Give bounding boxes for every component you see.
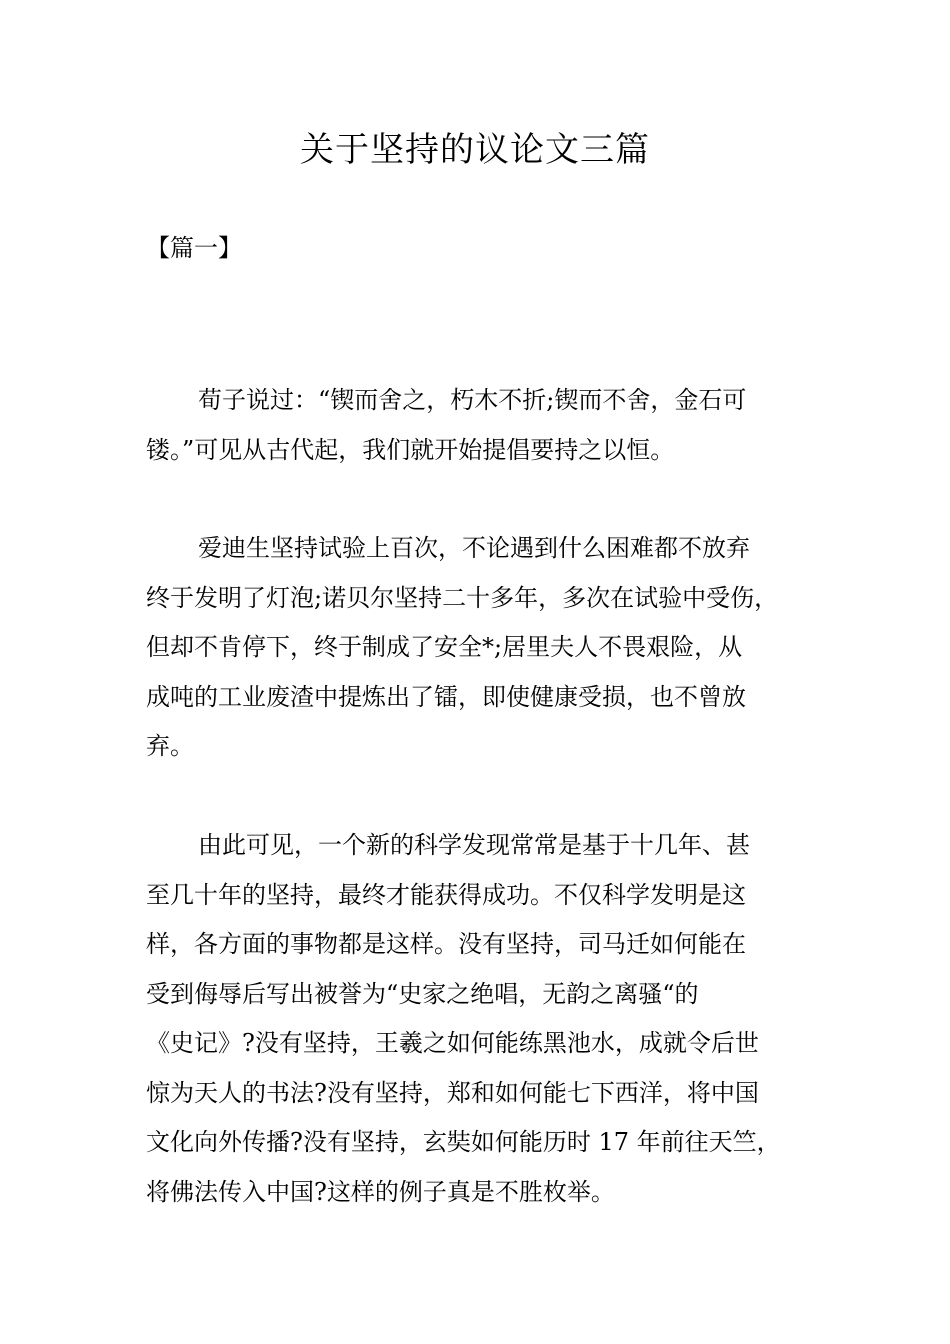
paragraph-line: 至几十年的坚持，最终才能获得成功。不仅科学发明是这 [146, 880, 746, 909]
paragraph-line: 但却不肯停下，终于制成了安全*;居里夫人不畏艰险，从 [146, 633, 743, 661]
paragraph-2 [146, 524, 816, 772]
paragraph-line: 弃。 [146, 732, 194, 760]
paragraph-1 [146, 376, 816, 475]
paragraph-line: 样，各方面的事物都是这样。没有坚持，司马迁如何能在 [146, 930, 746, 958]
paragraph-line: 镂。”可见从古代起，我们就开始提倡要持之以恒。 [146, 435, 675, 464]
paragraph-line: 荀子说过：“锲而舍之，朽木不折;锲而不舍，金石可 [198, 386, 747, 414]
section-label: 【篇一】 [146, 234, 242, 262]
paragraph-line: 受到侮辱后写出被誉为“史家之绝唱，无韵之离骚“的 [146, 979, 699, 1008]
paragraph-line: 文化向外传播?没有坚持，玄奘如何能历时 17 年前往天竺， [146, 1128, 781, 1156]
paragraph-line: 《史记》?没有坚持，王羲之如何能练黑池水，成就令后世 [146, 1029, 759, 1057]
paragraph-line: 将佛法传入中国?这样的例子真是不胜枚举。 [146, 1177, 615, 1206]
paragraph-line: 终于发明了灯泡;诺贝尔坚持二十多年，多次在试验中受伤， [146, 583, 779, 612]
paragraph-line: 由此可见，一个新的科学发现常常是基于十几年、甚 [198, 831, 750, 859]
document-title: 关于坚持的议论文三篇 [300, 130, 650, 170]
paragraph-line: 惊为天人的书法?没有坚持，郑和如何能七下西洋，将中国 [146, 1078, 759, 1107]
paragraph-3 [146, 821, 816, 1217]
paragraph-line: 爱迪生坚持试验上百次，不论遇到什么困难都不放弃 [198, 534, 750, 562]
paragraph-line: 成吨的工业废渣中提炼出了镭，即使健康受损，也不曾放 [146, 682, 746, 711]
